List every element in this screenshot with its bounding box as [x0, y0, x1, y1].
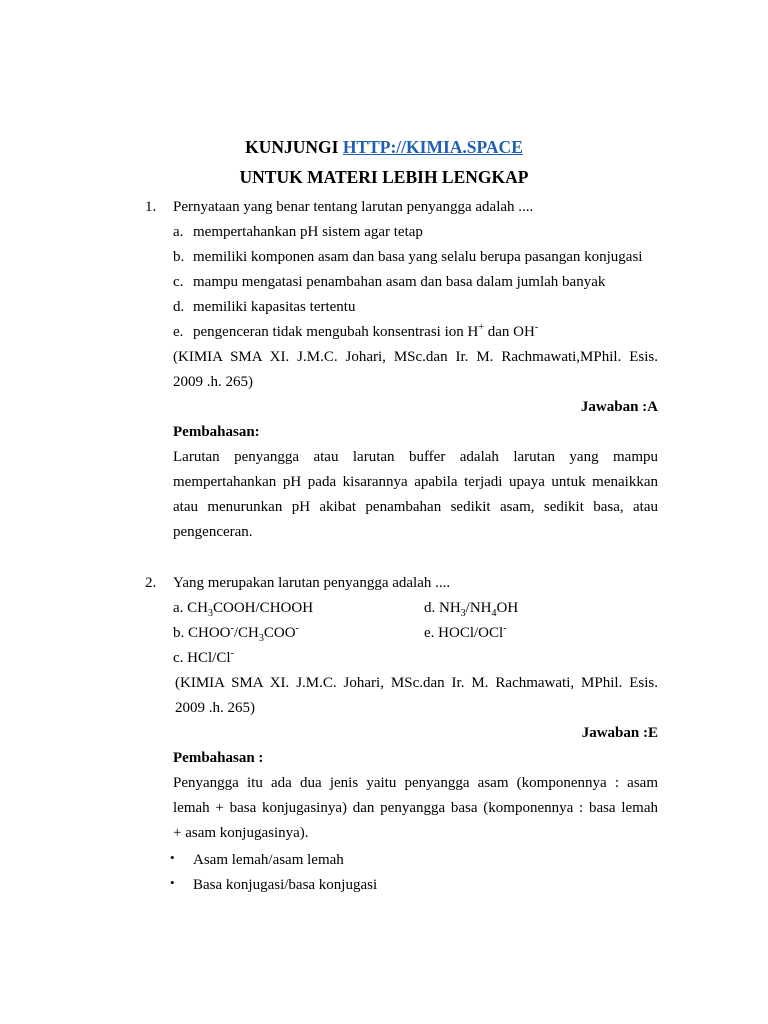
q1-option-e-text-a: pengenceran tidak mengubah konsentrasi ion H — [193, 324, 479, 340]
q2-option-c-part: HCl/Cl — [187, 650, 231, 666]
q2-reference-line2: 2009 .h. 265) — [175, 700, 255, 716]
q2-discussion-line: lemah + basa konjugasinya) dan penyangga basa (komponennya : basa lemah — [173, 800, 658, 816]
q1-answer: Jawaban :A — [580, 399, 658, 415]
q2-option-d-label: d. — [424, 600, 436, 616]
q2-reference-line1: (KIMIA SMA XI. J.M.C. Johari, MSc.dan Ir. M. Rachmawati, MPhil. Esis. — [175, 675, 658, 691]
q2-option-b-part: /CH — [233, 625, 259, 641]
q1-option-b-label: b. — [173, 249, 185, 265]
q2-option-b — [173, 623, 299, 643]
q1-option-d — [173, 297, 355, 317]
q1-option-e-sup-b: - — [534, 322, 539, 333]
q1-discussion-title: Pembahasan: — [173, 424, 260, 440]
q2-option-b-sup: - — [230, 623, 234, 634]
q1-option-e-text-b: dan OH — [483, 324, 535, 340]
q1-option-d-label: d. — [173, 299, 185, 315]
q2-option-d — [424, 598, 518, 618]
q1-option-c-text: mampu mengatasi penambahan asam dan basa dalam jumlah banyak — [193, 274, 606, 290]
q1-option-a — [173, 222, 423, 242]
q1-option-e-label: e. — [173, 324, 184, 340]
q2-option-e-label: e. — [424, 625, 435, 641]
q1-reference-line2: 2009 .h. 265) — [173, 374, 253, 390]
q2-option-b-part: COO — [263, 625, 296, 641]
q1-question: Pernyataan yang benar tentang larutan penyangga adalah .... — [173, 199, 534, 215]
q2-option-a-part: CH — [187, 600, 209, 616]
header-visit-line — [0, 137, 768, 157]
q1-discussion-line: Larutan penyangga atau larutan buffer adalah larutan yang mampu — [173, 449, 658, 465]
q2-option-d-part: NH — [439, 600, 461, 616]
q2-option-d-sub: 4 — [491, 608, 497, 619]
q1-number: 1. — [145, 199, 157, 215]
q2-option-d-part: OH — [496, 600, 519, 616]
header-subtitle: UNTUK MATERI LEBIH LENGKAP — [239, 167, 529, 187]
q2-discussion-line: + asam konjugasinya). — [173, 825, 309, 841]
q1-option-b-text: memiliki komponen asam dan basa yang selalu berupa pasangan konjugasi — [193, 249, 643, 265]
q2-option-a-label: a. — [173, 600, 184, 616]
q1-discussion-line: atau menurunkan pH akibat penambahan sedikit asam, sedikit basa, atau — [173, 499, 658, 515]
q2-option-e-part: HOCl/OCl — [438, 625, 504, 641]
q1-discussion-line: pengenceran. — [173, 524, 253, 540]
q2-option-c-label: c. — [173, 650, 184, 666]
q1-reference-line1: (KIMIA SMA XI. J.M.C. Johari, MSc.dan Ir. M. Rachmawati,MPhil. Esis. — [173, 349, 658, 365]
q1-option-c-label: c. — [173, 274, 184, 290]
q2-option-a-sub: 3 — [208, 608, 214, 619]
q2-option-b-sup: - — [295, 623, 299, 634]
q2-option-b-part: CHOO — [188, 625, 231, 641]
q2-option-b-label: b. — [173, 625, 185, 641]
kimia-space-link[interactable]: HTTP://KIMIA.SPACE — [342, 137, 523, 157]
q2-option-d-part: /NH — [465, 600, 492, 616]
q2-number: 2. — [145, 575, 157, 591]
q1-option-e-sup-a: + — [478, 322, 484, 333]
q2-bullet-item: Asam lemah/asam lemah — [193, 852, 344, 868]
q2-option-c-sup: - — [230, 648, 234, 659]
q1-option-d-text: memiliki kapasitas tertentu — [193, 299, 356, 315]
q1-option-c — [173, 272, 605, 292]
bullet-dot-icon: • — [170, 850, 175, 865]
q2-bullet-item: Basa konjugasi/basa konjugasi — [193, 877, 378, 893]
header-visit-text: KUNJUNGI — [245, 137, 343, 157]
q2-option-e — [424, 623, 507, 643]
q1-discussion-line: mempertahankan pH pada kisarannya apabila terjadi upaya untuk menaikkan — [173, 474, 658, 490]
q2-option-d-sub: 3 — [460, 608, 466, 619]
q2-option-a-part: COOH/CHOOH — [213, 600, 314, 616]
q2-answer: Jawaban :E — [581, 725, 658, 741]
q2-option-e-sup: - — [503, 623, 507, 634]
q2-option-a — [173, 598, 313, 618]
q1-option-b — [173, 247, 642, 267]
q2-option-c — [173, 648, 234, 668]
q2-discussion-title: Pembahasan : — [173, 750, 264, 766]
q2-option-b-sub: 3 — [258, 633, 264, 644]
bullet-dot-icon: • — [170, 875, 175, 890]
q1-option-a-label: a. — [173, 224, 184, 240]
q2-discussion-line: Penyangga itu ada dua jenis yaitu penyangga asam (komponennya : asam — [173, 775, 658, 791]
q1-option-e — [173, 322, 538, 342]
q1-option-a-text: mempertahankan pH sistem agar tetap — [193, 224, 423, 240]
q2-question: Yang merupakan larutan penyangga adalah .... — [173, 575, 451, 591]
